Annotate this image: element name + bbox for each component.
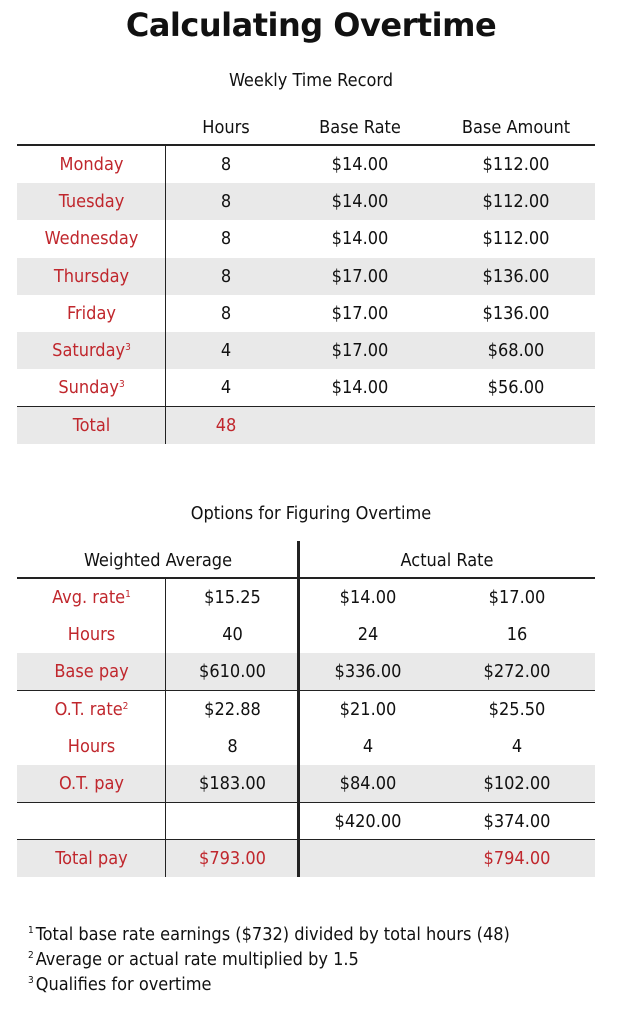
base-amount-value: $112.00 bbox=[482, 191, 550, 212]
options-title: Options for Figuring Overtime bbox=[190, 503, 432, 524]
base-rate-value: $14.00 bbox=[331, 191, 389, 212]
actual-rate-2-value: $272.00 bbox=[483, 661, 551, 682]
row-label: O.T. pay bbox=[59, 773, 124, 794]
header-base-amount: Base Amount bbox=[461, 117, 571, 138]
row-label: Avg. rate$^1$ bbox=[52, 587, 131, 608]
table-row bbox=[17, 616, 595, 653]
hours-value: 4 bbox=[220, 377, 232, 398]
base-rate-value: $14.00 bbox=[331, 154, 389, 175]
weighted-value: 40 bbox=[222, 624, 243, 645]
total-row bbox=[17, 840, 595, 877]
header-hours: Hours bbox=[202, 117, 250, 138]
table-row bbox=[17, 332, 595, 369]
weekly-time-record-title: Weekly Time Record bbox=[228, 70, 394, 91]
actual-rate-2-value: $17.00 bbox=[488, 587, 546, 608]
weighted-total-pay-value: $793.00 bbox=[199, 848, 266, 869]
base-amount-value: $68.00 bbox=[487, 340, 545, 361]
header-weighted-average: Weighted Average bbox=[83, 550, 233, 571]
table-row bbox=[17, 369, 595, 406]
base-amount-value: $112.00 bbox=[482, 228, 550, 249]
weighted-value bbox=[166, 803, 299, 840]
weighted-value: $22.88 bbox=[204, 699, 261, 720]
table-row bbox=[17, 183, 595, 220]
page-title: Calculating Overtime bbox=[125, 6, 497, 44]
hours-value: 8 bbox=[220, 266, 232, 287]
actual-rate-2-value: 4 bbox=[511, 736, 523, 757]
table-row bbox=[17, 146, 595, 183]
table-row bbox=[17, 295, 595, 332]
actual-rate-2-value: 16 bbox=[506, 624, 528, 645]
row-label: Base pay bbox=[54, 661, 129, 682]
table2-label-divider bbox=[165, 579, 166, 877]
row-label: Hours bbox=[67, 736, 116, 757]
actual-rate-2-value: $102.00 bbox=[483, 773, 551, 794]
actual-rate-1-value: $336.00 bbox=[334, 661, 402, 682]
base-rate-value: $17.00 bbox=[331, 266, 389, 287]
table-row bbox=[17, 765, 595, 802]
weighted-value: $610.00 bbox=[199, 661, 266, 682]
hours-value: 8 bbox=[220, 191, 232, 212]
table2-section-divider bbox=[297, 541, 300, 877]
total-pay-label: Total pay bbox=[55, 848, 128, 869]
row-label: Monday bbox=[59, 154, 124, 175]
row-label: O.T. rate$^2$ bbox=[54, 699, 129, 720]
base-rate-value: $14.00 bbox=[331, 377, 389, 398]
total-row bbox=[17, 407, 595, 444]
table-row bbox=[17, 653, 595, 690]
table1-column-divider bbox=[165, 146, 166, 444]
actual-rate-1-value: $84.00 bbox=[339, 773, 397, 794]
header-actual-rate: Actual Rate bbox=[400, 550, 494, 571]
actual-rate-1-value: 4 bbox=[362, 736, 374, 757]
base-rate-value: $17.00 bbox=[331, 340, 389, 361]
footnote-1: $^1$ Total base rate earnings ($732) divided by total hours (48) bbox=[28, 924, 510, 945]
actual-rate-1-value: $21.00 bbox=[339, 699, 397, 720]
base-rate-value: $17.00 bbox=[331, 303, 389, 324]
table-row bbox=[17, 691, 595, 728]
weighted-value: $15.25 bbox=[204, 587, 261, 608]
hours-value: 4 bbox=[220, 340, 232, 361]
row-label bbox=[17, 803, 166, 840]
table-row bbox=[17, 579, 595, 616]
row-label: Sunday$^3$ bbox=[58, 377, 125, 398]
base-amount-value: $136.00 bbox=[482, 303, 550, 324]
row-label: Friday bbox=[67, 303, 116, 324]
footnote-3: $^3$ Qualifies for overtime bbox=[28, 974, 212, 995]
weighted-value: $183.00 bbox=[199, 773, 266, 794]
hours-value: 8 bbox=[220, 303, 232, 324]
actual-rate-2-value: $374.00 bbox=[483, 811, 551, 832]
actual-total-pay-value: $794.00 bbox=[483, 848, 551, 869]
base-amount-value: $56.00 bbox=[487, 377, 545, 398]
table-row bbox=[17, 220, 595, 257]
row-label: Thursday bbox=[53, 266, 130, 287]
table-row bbox=[17, 728, 595, 765]
table-row bbox=[17, 258, 595, 295]
base-amount-value: $136.00 bbox=[482, 266, 550, 287]
actual-rate-2-value: $25.50 bbox=[488, 699, 546, 720]
row-label: Wednesday bbox=[44, 228, 139, 249]
weighted-value: 8 bbox=[227, 736, 238, 757]
total-hours-value: 48 bbox=[215, 415, 237, 436]
total-label: Total bbox=[72, 415, 111, 436]
actual-rate-1-value: $14.00 bbox=[339, 587, 397, 608]
row-label: Tuesday bbox=[58, 191, 125, 212]
hours-value: 8 bbox=[220, 228, 232, 249]
base-rate-value: $14.00 bbox=[331, 228, 389, 249]
hours-value: 8 bbox=[220, 154, 232, 175]
base-amount-value: $112.00 bbox=[482, 154, 550, 175]
row-label: Saturday$^3$ bbox=[52, 340, 131, 361]
actual-rate-1-value: 24 bbox=[357, 624, 379, 645]
table-row bbox=[17, 803, 595, 840]
actual-rate-1-value: $420.00 bbox=[334, 811, 402, 832]
row-label: Hours bbox=[67, 624, 116, 645]
header-base-rate: Base Rate bbox=[319, 117, 401, 138]
footnote-2: $^2$ Average or actual rate multiplied by 1.5 bbox=[28, 949, 359, 970]
